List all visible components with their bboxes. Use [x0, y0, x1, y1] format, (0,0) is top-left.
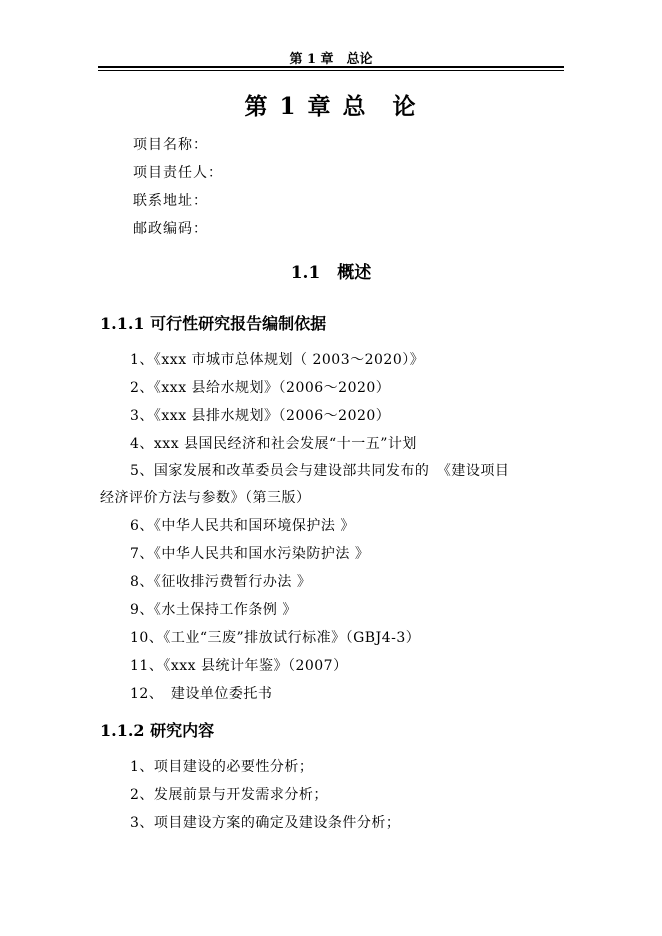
list-item: 2、发展前景与开发需求分析；: [130, 787, 328, 803]
subsection-title-content: 1.1.2 研究内容: [100, 721, 215, 740]
project-owner-field: 项目责任人：: [133, 165, 223, 181]
list-item: 3、《xxx 县排水规划》（2006～2020）: [130, 408, 391, 424]
contact-address-field: 联系地址：: [133, 193, 208, 209]
running-header: 第 1 章 总论: [289, 52, 373, 67]
list-item-continuation: 经济评价方法与参数》（第三版）: [100, 490, 311, 506]
list-item: 9、《水土保持工作条例 》: [130, 602, 297, 618]
list-item: 7、《中华人民共和国水污染防护法 》: [130, 546, 370, 562]
subsection-title-basis: 1.1.1 可行性研究报告编制依据: [100, 314, 327, 333]
list-item: 3、项目建设方案的确定及建设条件分析；: [130, 815, 401, 831]
list-item: 1、项目建设的必要性分析；: [130, 759, 314, 775]
chapter-title: 第 1 章 总 论: [244, 93, 418, 120]
list-item: 1、《xxx 市城市总体规划（ 2003～2020）》: [130, 352, 425, 368]
header-rule: [98, 66, 564, 68]
list-item: 6、《中华人民共和国环境保护法 》: [130, 518, 355, 534]
section-title: 1.1 概述: [290, 263, 372, 283]
list-item: 8、《征收排污费暂行办法 》: [130, 574, 312, 590]
list-item: 12、 建设单位委托书: [130, 686, 273, 702]
list-item: 10、《工业“三废”排放试行标准》（GBJ4-3）: [130, 630, 421, 646]
postal-code-field: 邮政编码：: [133, 221, 208, 237]
list-item: 5、国家发展和改革委员会与建设部共同发布的 《建设项目: [130, 463, 510, 479]
project-name-field: 项目名称：: [133, 137, 208, 153]
list-item: 4、xxx 县国民经济和社会发展“十一五”计划: [130, 436, 417, 452]
header-rule-thin: [98, 70, 564, 71]
list-item: 11、《xxx 县统计年鉴》（2007）: [130, 658, 348, 674]
list-item: 2、《xxx 县给水规划》（2006～2020）: [130, 380, 391, 396]
